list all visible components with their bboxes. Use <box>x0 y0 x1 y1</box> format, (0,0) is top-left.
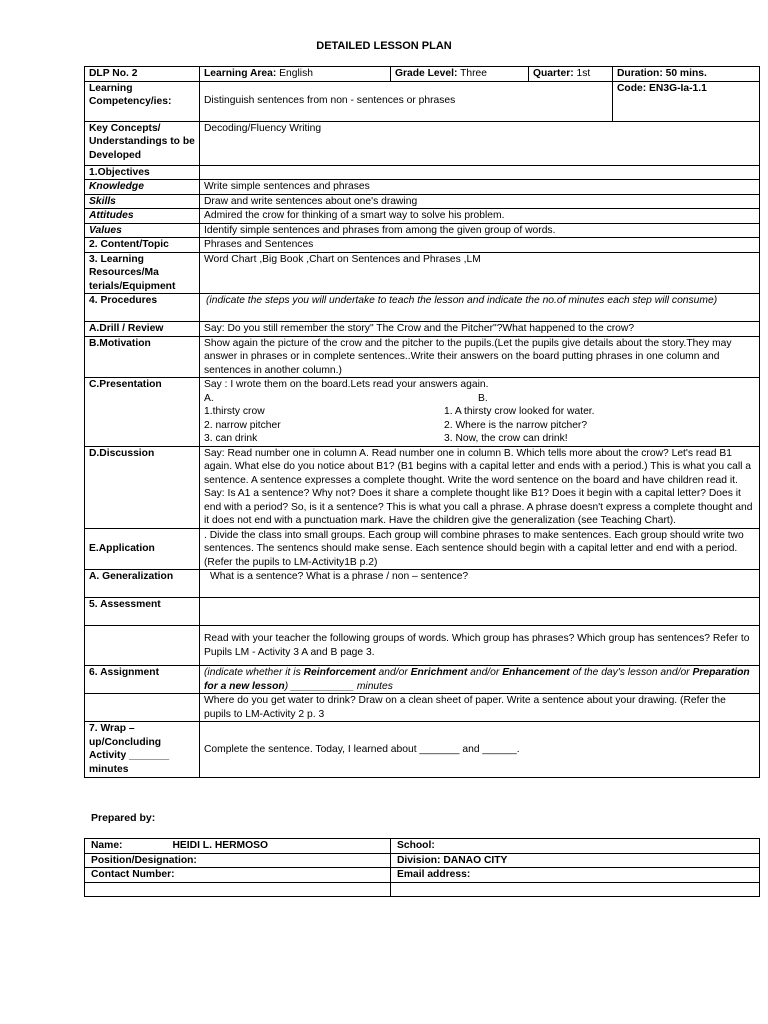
skills-row <box>85 194 760 209</box>
assessment-row <box>85 598 760 626</box>
competency-row <box>85 81 760 121</box>
resources-label: 3. Learning Resources/Ma terials/Equipment <box>85 252 200 294</box>
procedures-label: 4. Procedures <box>85 294 200 322</box>
lesson-plan-table <box>84 66 760 778</box>
attitudes-label: Attitudes <box>85 209 200 224</box>
presentation-value: Say : I wrote them on the board.Lets read your answers again. A. B. 1.thirsty crow 1. A thirsty crow looked for water. 2. narrow pitcher 2. Where is the narrow pitcher? 3. can drink 3. Now, the crow can drink! <box>200 378 760 447</box>
discussion-label: D.Discussion <box>85 446 200 528</box>
wrapup-value: Complete the sentence. Today, I learned about _______ and ______. <box>200 722 760 778</box>
dlp-number: DLP No. 2 <box>85 67 200 82</box>
blank-row <box>85 882 760 896</box>
learning-area: Learning Area: English <box>200 67 391 82</box>
assignment-detail-row <box>85 694 760 722</box>
name-row <box>85 839 760 854</box>
key-concepts-label: Key Concepts/ Understandings to be Developed <box>85 121 200 165</box>
contact-row <box>85 868 760 883</box>
email-field: Email address: <box>391 868 760 883</box>
presentation-columns: A. B. 1.thirsty crow 1. A thirsty crow looked for water. 2. narrow pitcher 2. Where is the narrow pitcher? 3. can drink 3. Now, the crow can drink! <box>204 392 595 444</box>
contact-field: Contact Number: <box>85 868 391 883</box>
drill-row <box>85 322 760 337</box>
drill-label: A.Drill / Review <box>85 322 200 337</box>
content-value: Phrases and Sentences <box>200 238 760 253</box>
procedures-value: (indicate the steps you will undertake to teach the lesson and indicate the no.of minutes each step will consume) <box>200 294 760 322</box>
generalization-label: A. Generalization <box>85 570 200 598</box>
knowledge-row <box>85 180 760 195</box>
position-field: Position/Designation: <box>85 853 391 868</box>
competency-label: Learning Competency/ies: <box>85 81 200 121</box>
application-value: . Divide the class into small groups. Each group will combine phrases to make sentences. Each group should write two sentences. The sentencs should make sense. Each sentence should begin with a capital letter and end with a period. (Refer the pupils to LM-Activity1B p.2) <box>200 528 760 570</box>
school-field: School: <box>391 839 760 854</box>
page-title: DETAILED LESSON PLAN <box>316 40 452 52</box>
objectives-label: 1.Objectives <box>85 165 200 180</box>
duration: Duration: 50 mins. <box>613 67 760 82</box>
position-row <box>85 853 760 868</box>
values-row <box>85 223 760 238</box>
assessment-value: Read with your teacher the following groups of words. Which group has phrases? Which group has sentences? Refer to Pupils LM - Activity 3 A and B page 3. <box>200 626 760 666</box>
wrapup-label: 7. Wrap – up/Concluding Activity _______ minutes <box>85 722 200 778</box>
motivation-label: B.Motivation <box>85 336 200 378</box>
generalization-row <box>85 570 760 598</box>
values-label: Values <box>85 223 200 238</box>
name-field: Name: HEIDI L. HERMOSO <box>85 839 391 854</box>
objectives-row <box>85 165 760 180</box>
drill-value: Say: Do you still remember the story" The Crow and the Pitcher"?What happened to the crow? <box>200 322 760 337</box>
motivation-value: Show again the picture of the crow and the pitcher to the pupils.(Let the pupils give details about the story.They may answer in phrases or in complete sentences..Write their answers on the board putting phrases in one column and sentences in another column.) <box>200 336 760 378</box>
knowledge-value: Write simple sentences and phrases <box>200 180 760 195</box>
assignment-instruction: (indicate whether it is Reinforcement and/or Enrichment and/or Enhancement of the day's lesson and/or Preparation for a new lesson) ___________ minutes <box>200 666 760 694</box>
resources-value: Word Chart ,Big Book ,Chart on Sentences and Phrases ,LM <box>200 252 760 294</box>
discussion-row <box>85 446 760 528</box>
application-label: E.Application <box>85 528 200 570</box>
generalization-value: What is a sentence? What is a phrase / non – sentence? <box>200 570 760 598</box>
procedures-row <box>85 294 760 322</box>
knowledge-label: Knowledge <box>85 180 200 195</box>
application-row <box>85 528 760 570</box>
prepared-by-label: Prepared by: <box>91 812 156 824</box>
content-row <box>85 238 760 253</box>
grade-level: Grade Level: Three <box>391 67 529 82</box>
values-value: Identify simple sentences and phrases from among the given group of words. <box>200 223 760 238</box>
attitudes-value: Admired the crow for thinking of a smart way to solve his problem. <box>200 209 760 224</box>
skills-value: Draw and write sentences about one's drawing <box>200 194 760 209</box>
discussion-value: Say: Read number one in column A. Read number one in column B. Which tells more about the crow? Let's read B1 again. What else do you notice about B1? (B1 begins with a capital letter and ends with a period.) This is what you call a sentence. A sentence expresses a complete thought. Write the word sentence on the board and have children read it. Say: Is A1 a sentence? Why not? Does it share a complete thought like B1? Does it begin with a capital letter? Does it end with a period? So, is it a sentence? This is what you call a phrase. A phrase doesn't express a complete thought and it does not end with a punctuation mark. Have the children give the generalization (see Teaching Chart). <box>200 446 760 528</box>
division-field: Division: DANAO CITY <box>391 853 760 868</box>
assignment-value: Where do you get water to drink? Draw on a clean sheet of paper. Write a sentence about your drawing. (Refer the pupils to LM-Activity 2 p. 3 <box>200 694 760 722</box>
assignment-row <box>85 666 760 694</box>
key-concepts-value: Decoding/Fluency Writing <box>200 121 760 165</box>
assignment-label: 6. Assignment <box>85 666 200 694</box>
content-label: 2. Content/Topic <box>85 238 200 253</box>
motivation-row <box>85 336 760 378</box>
presentation-label: C.Presentation <box>85 378 200 447</box>
header-row <box>85 67 760 82</box>
assessment-label: 5. Assessment <box>85 598 200 626</box>
key-concepts-row <box>85 121 760 165</box>
resources-row <box>85 252 760 294</box>
competency-code: Code: EN3G-Ia-1.1 <box>613 81 760 121</box>
wrapup-row <box>85 722 760 778</box>
assessment-detail-row <box>85 626 760 666</box>
attitudes-row <box>85 209 760 224</box>
presentation-row <box>85 378 760 447</box>
skills-label: Skills <box>85 194 200 209</box>
competency-value: Distinguish sentences from non - sentences or phrases <box>200 81 613 121</box>
prepared-by-table <box>84 838 760 897</box>
quarter: Quarter: 1st <box>529 67 613 82</box>
